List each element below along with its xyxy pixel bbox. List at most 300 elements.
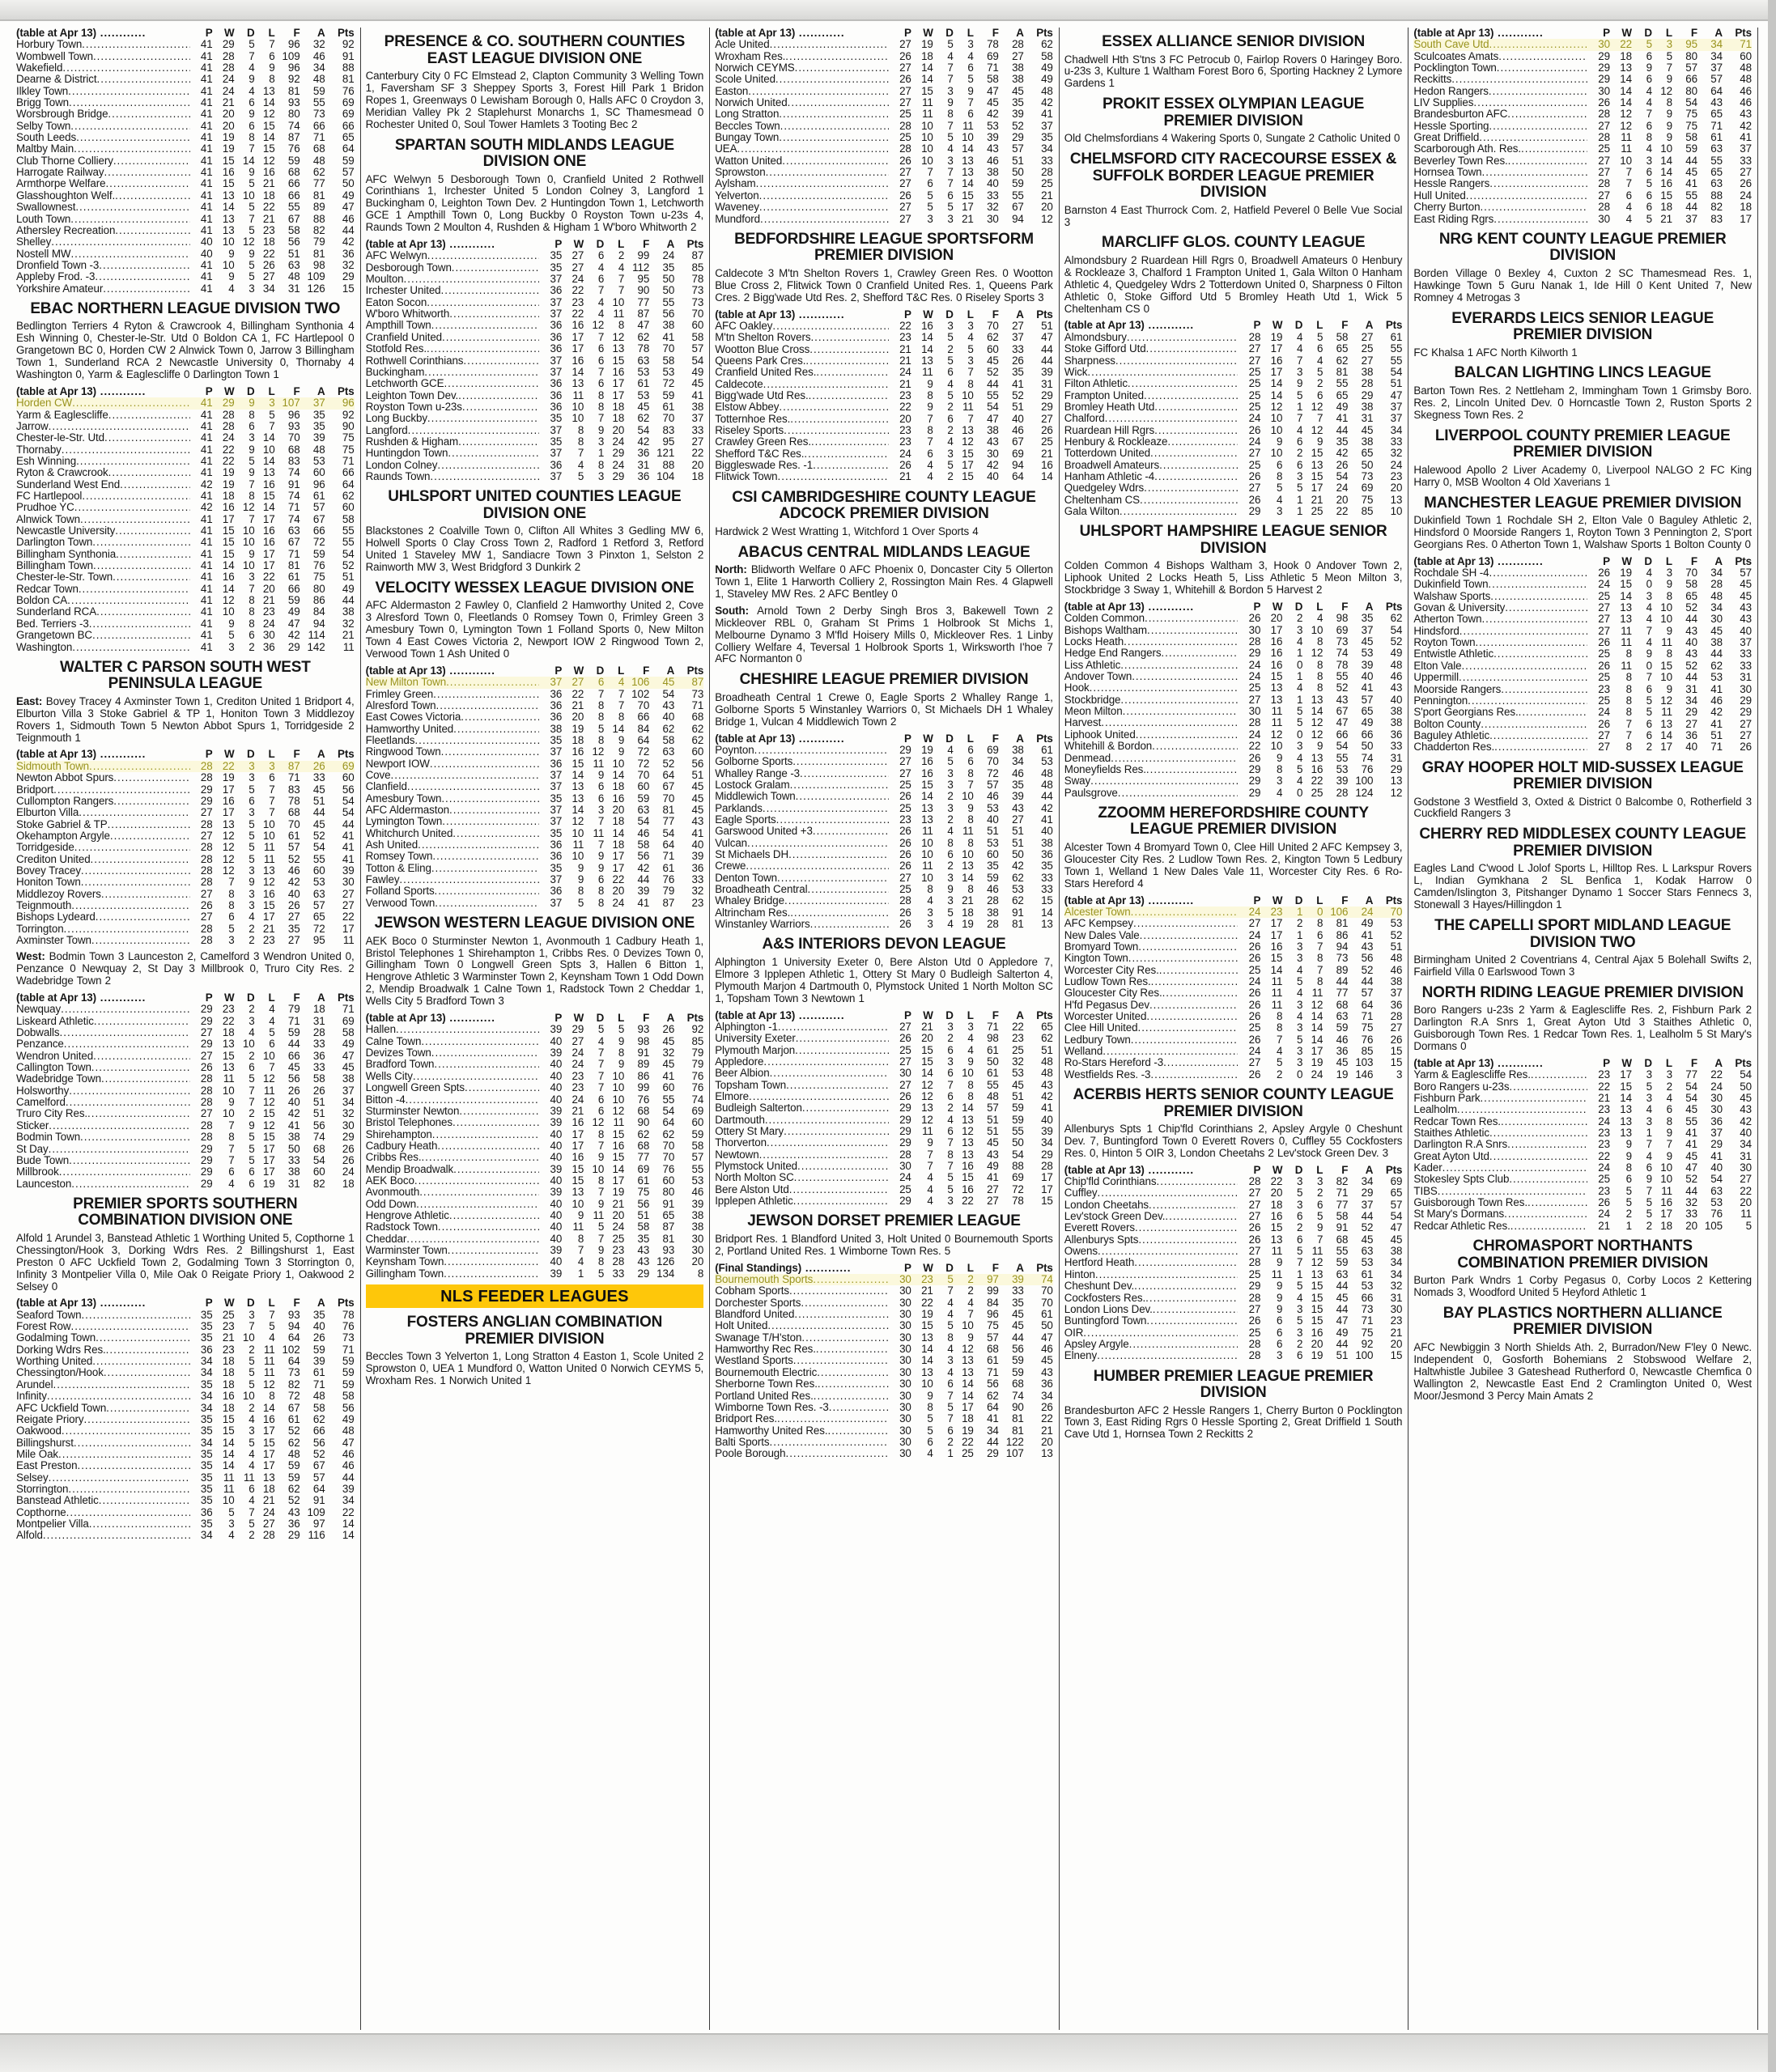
team-name: Sunderland RCA ..... — [16, 606, 190, 618]
stat-p: 41 — [200, 582, 213, 595]
stat-a: 48 — [312, 73, 325, 86]
stat-d: 7 — [597, 1069, 605, 1082]
league-heading: JEWSON WESTERN LEAGUE DIVISION ONE — [374, 915, 695, 932]
stat-f: 58 — [287, 223, 300, 236]
stat-w: 12 — [1270, 728, 1283, 741]
table-row — [1413, 74, 1752, 85]
table-header-col-d: D — [945, 1008, 954, 1021]
stat-d: 5 — [1646, 38, 1652, 51]
stat-f: 51 — [987, 1125, 999, 1137]
stat-p: 39 — [550, 1023, 563, 1036]
stat-a: 45 — [1012, 84, 1024, 97]
stat-l: 8 — [1317, 974, 1324, 987]
stat-w: 24 — [571, 1058, 584, 1071]
stat-w: 23 — [1270, 905, 1283, 918]
stat-l: 18 — [962, 906, 974, 919]
team-name: Stokesley Spts Club ..... — [1413, 1174, 1587, 1185]
table-row — [1413, 1116, 1752, 1127]
team-name: Holsworthy ..... — [16, 1085, 190, 1097]
table-header-col-p: P — [205, 28, 213, 39]
stat-p: 21 — [1598, 1091, 1610, 1104]
stat-w: 14 — [1620, 96, 1632, 109]
stat-a: 57 — [1361, 693, 1374, 706]
stat-w: 9 — [1625, 1138, 1632, 1151]
table-row — [1064, 1011, 1403, 1022]
stat-pt: 52 — [1390, 928, 1403, 941]
stat-w: 2 — [1625, 1208, 1632, 1221]
team-name: W'boro Whitworth ..... — [366, 308, 540, 320]
stat-w: 10 — [571, 1197, 584, 1210]
table-row — [1413, 626, 1752, 637]
team-name: Budleigh Salterton ..... — [715, 1102, 889, 1114]
stat-pt: 30 — [1740, 682, 1752, 695]
table-header-col-p: P — [903, 28, 911, 39]
stat-p: 30 — [1248, 623, 1261, 636]
stat-l: 18 — [262, 236, 275, 248]
stat-pt: 45 — [1740, 589, 1752, 602]
stat-d: 2 — [249, 1049, 255, 1062]
table-header-row — [715, 733, 1053, 745]
table-row — [1413, 178, 1752, 189]
stat-a: 66 — [1361, 1291, 1374, 1304]
stat-pt: 36 — [342, 247, 355, 260]
stat-w: 9 — [1277, 1302, 1283, 1315]
table-row — [1064, 613, 1403, 624]
stat-pt: 20 — [1390, 1337, 1403, 1350]
table-row — [715, 355, 1053, 367]
table-row — [1064, 460, 1403, 471]
stat-pt: 38 — [1390, 974, 1403, 987]
stat-w: 4 — [927, 894, 933, 907]
stat-d: 6 — [1646, 119, 1652, 132]
stat-pt: 14 — [1041, 470, 1053, 483]
stat-pt: 68 — [691, 711, 704, 724]
stat-w: 21 — [222, 96, 235, 109]
stat-d: 6 — [1646, 682, 1652, 695]
stat-w: 7 — [1625, 717, 1632, 730]
stat-d: 9 — [249, 108, 255, 121]
stat-f: 64 — [987, 1400, 999, 1413]
stat-w: 10 — [1270, 423, 1283, 436]
stat-w: 21 — [921, 1284, 933, 1297]
stat-d: 4 — [249, 1447, 255, 1460]
table-row — [16, 571, 355, 583]
stat-p: 30 — [1598, 38, 1610, 51]
results-paragraph: Almondsbury 2 Ruardean Hill Rgrs 0, Broadwell Amateurs 0 Henbury & Rockleaze 3, Chalford 1 Frampton United 1, Gala Wilton 0 Hanham Athletic 4, Quedgeley Wdrs 2 Totterdown United 0, Sharpness 0 Filton Athletic 0, Stoke Gifford Utd 5 Bromley Heath Utd 1, Wick 5 Cheltenham CS 0 — [1064, 253, 1403, 315]
league-heading: THE CAPELLI SPORT MIDLAND LEAGUE DIVISION TWO — [1434, 917, 1731, 951]
stat-d: 3 — [1297, 469, 1303, 482]
stat-d: 4 — [947, 49, 954, 62]
stat-d: 4 — [1297, 1291, 1303, 1304]
stat-p: 27 — [1248, 1187, 1261, 1199]
stat-w: 11 — [572, 388, 584, 401]
stat-f: 82 — [287, 1378, 300, 1391]
stat-f: 61 — [637, 1174, 650, 1187]
stat-pt: 71 — [1740, 38, 1752, 51]
stat-p: 27 — [899, 1078, 911, 1091]
stat-d: 3 — [1297, 940, 1303, 953]
stat-f: 41 — [1685, 177, 1697, 190]
stat-d: 8 — [947, 836, 954, 849]
stat-l: 7 — [618, 687, 625, 700]
stat-pt: 33 — [1740, 648, 1752, 660]
table-row — [715, 919, 1053, 930]
stat-p: 30 — [899, 1424, 911, 1437]
stat-f: 84 — [637, 722, 650, 735]
stat-f: 45 — [1685, 1103, 1697, 1116]
table-row — [715, 756, 1053, 767]
stat-pt: 32 — [342, 617, 355, 630]
stat-d: 0 — [1646, 659, 1652, 672]
stat-w: 28 — [222, 62, 235, 74]
table-header-col-p: P — [1603, 28, 1610, 39]
column-1 — [11, 28, 361, 2030]
stat-pt: 29 — [1041, 388, 1053, 401]
stat-pt: 62 — [1041, 38, 1053, 51]
stat-l: 17 — [1311, 1044, 1324, 1057]
team-name: Swallownest ..... — [16, 202, 190, 213]
stat-a: 61 — [1710, 131, 1723, 144]
stat-w: 15 — [222, 1412, 235, 1425]
stat-pt: 47 — [342, 201, 355, 214]
table-row — [16, 819, 355, 830]
stat-pt: 33 — [1041, 883, 1053, 896]
table-header-col-p: P — [205, 748, 213, 761]
stat-a: 45 — [1361, 1233, 1374, 1246]
stat-l: 20 — [612, 804, 625, 817]
stat-pt: 34 — [1740, 1138, 1752, 1151]
table-row — [16, 1085, 355, 1097]
stat-f: 36 — [1685, 728, 1697, 741]
stat-l: 12 — [962, 1125, 974, 1137]
stat-pt: 36 — [1041, 1378, 1053, 1391]
stat-a: 74 — [1012, 1389, 1024, 1402]
table-header-col-d: D — [945, 732, 954, 745]
table-header-row — [1413, 28, 1752, 39]
stat-d: 7 — [947, 177, 954, 190]
stat-a: 67 — [1012, 435, 1024, 448]
stat-w: 15 — [222, 547, 235, 560]
stat-l: 29 — [612, 447, 625, 460]
table-row — [366, 898, 704, 909]
stat-w: 16 — [571, 319, 584, 332]
stat-p: 41 — [200, 96, 213, 109]
table-header-col-l: L — [268, 384, 275, 397]
stat-d: 9 — [249, 547, 255, 560]
stat-p: 26 — [899, 860, 911, 873]
stat-a: 72 — [312, 536, 325, 549]
stat-p: 23 — [1598, 1103, 1610, 1116]
stat-p: 24 — [1598, 1115, 1610, 1127]
stat-d: 3 — [947, 778, 954, 791]
stat-l: 22 — [962, 1195, 974, 1208]
stat-a: 24 — [662, 249, 675, 262]
stat-pt: 39 — [691, 850, 704, 863]
team-name: Denton Town ..... — [715, 873, 889, 884]
team-name: Hedon Rangers ..... — [1413, 86, 1587, 97]
stat-pt: 78 — [342, 1308, 355, 1321]
stat-l: 7 — [967, 1308, 974, 1321]
stat-a: 64 — [312, 1482, 325, 1495]
stat-p: 41 — [200, 571, 213, 584]
stat-a: 49 — [1361, 917, 1374, 930]
team-name: Cranfield United ..... — [366, 332, 540, 343]
table-row — [1413, 1127, 1752, 1139]
stat-pt: 54 — [691, 354, 704, 367]
table-row — [1064, 355, 1403, 367]
table-row — [1064, 1187, 1403, 1199]
stat-l: 6 — [1317, 1198, 1324, 1211]
stat-p: 29 — [1248, 762, 1261, 775]
team-name: Elburton Villa ..... — [16, 807, 190, 818]
stat-pt: 47 — [1390, 1221, 1403, 1234]
table-row — [366, 677, 704, 688]
stat-d: 5 — [249, 223, 255, 236]
table-row — [715, 1344, 1053, 1355]
stat-w: 18 — [222, 1366, 235, 1379]
stat-l: 8 — [618, 319, 625, 332]
stat-pt: 30 — [342, 1119, 355, 1132]
stat-f: 40 — [1685, 636, 1697, 649]
stat-w: 3 — [1277, 504, 1283, 517]
stat-l: 13 — [1660, 717, 1672, 730]
stat-d: 5 — [249, 201, 255, 214]
table-row — [1064, 1246, 1403, 1257]
stat-pt: 76 — [342, 84, 355, 97]
stat-f: 70 — [1685, 567, 1697, 580]
team-name: Mile Oak ..... — [16, 1449, 190, 1460]
table-row — [715, 344, 1053, 355]
table-row — [16, 456, 355, 467]
team-name: Hamworthy United Res. ..... — [715, 1425, 889, 1437]
table-header-col-pts: Pts — [338, 1297, 355, 1310]
stat-f: 67 — [287, 212, 300, 225]
stat-a: 76 — [662, 1162, 675, 1175]
stat-d: 4 — [1297, 775, 1303, 788]
stat-l: 12 — [262, 1072, 275, 1085]
table-row — [1064, 694, 1403, 706]
team-name: Truro City Res. ..... — [16, 1108, 190, 1119]
stat-d: 6 — [947, 848, 954, 861]
table-header-col-a: A — [317, 991, 325, 1004]
stat-f: 42 — [287, 876, 300, 889]
column-5 — [1408, 28, 1758, 2030]
stat-l: 4 — [967, 331, 974, 344]
stat-a: 45 — [1012, 1078, 1024, 1091]
stat-w: 8 — [927, 883, 933, 896]
stat-f: 70 — [987, 755, 999, 768]
team-name: AEK Boco ..... — [366, 1175, 540, 1187]
stat-f: 89 — [1336, 963, 1349, 976]
stat-f: 71 — [987, 1020, 999, 1033]
stat-f: 27 — [987, 1195, 999, 1208]
stat-p: 27 — [899, 871, 911, 884]
stat-pt: 53 — [691, 1174, 704, 1187]
team-name: OIR ..... — [1064, 1327, 1239, 1339]
stat-w: 6 — [927, 1435, 933, 1448]
stat-p: 27 — [899, 212, 911, 225]
stat-pt: 85 — [691, 261, 704, 274]
team-name: Scole United ..... — [715, 74, 889, 85]
stat-a: 32 — [662, 1047, 675, 1059]
stat-f: 57 — [987, 778, 999, 791]
stat-a: 88 — [1710, 189, 1723, 202]
stat-f: 29 — [987, 1447, 999, 1460]
stat-f: 29 — [287, 1529, 300, 1542]
stat-w: 17 — [571, 1127, 584, 1140]
team-name: Redcar Town ..... — [16, 584, 190, 595]
stat-pt: 60 — [691, 319, 704, 332]
stat-pt: 26 — [1390, 1033, 1403, 1046]
table-row — [1413, 190, 1752, 202]
table-row — [1413, 155, 1752, 167]
stat-p: 29 — [200, 783, 213, 796]
stat-p: 37 — [550, 769, 563, 782]
stat-w: 4 — [228, 282, 235, 295]
stat-d: 5 — [249, 1436, 255, 1449]
stat-d: 3 — [947, 1020, 954, 1033]
stat-p: 27 — [1598, 189, 1610, 202]
stat-p: 25 — [1248, 1267, 1261, 1280]
stat-a: 72 — [312, 922, 325, 935]
stat-d: 9 — [249, 466, 255, 479]
stat-l: 17 — [1660, 1208, 1672, 1221]
stat-a: 67 — [312, 512, 325, 525]
stat-p: 27 — [1248, 1056, 1261, 1069]
stat-d: 9 — [947, 883, 954, 896]
stat-a: 45 — [1710, 624, 1723, 637]
stat-l: 13 — [1311, 458, 1324, 471]
table-row — [1064, 1057, 1403, 1068]
stat-d: 10 — [242, 524, 255, 537]
stat-d: 5 — [249, 852, 255, 865]
stat-a: 41 — [1361, 928, 1374, 941]
stat-d: 4 — [597, 308, 605, 321]
stat-l: 6 — [269, 1038, 275, 1051]
stat-d: 3 — [249, 1424, 255, 1437]
stat-f: 81 — [1336, 365, 1349, 378]
team-name: H'fd Pegasus Dev ..... — [1064, 1000, 1239, 1011]
stat-l: 19 — [962, 918, 974, 931]
stat-p: 27 — [1248, 482, 1261, 495]
stat-a: 51 — [1710, 728, 1723, 741]
team-name: Bromyard Town ..... — [1064, 941, 1239, 953]
stat-p: 42 — [200, 478, 213, 490]
stat-f: 53 — [987, 836, 999, 849]
stat-l: 4 — [1317, 612, 1324, 625]
table-header-label: (table at Apr 13) ..... — [1064, 895, 1239, 906]
stat-p: 41 — [200, 282, 213, 295]
table-row — [16, 537, 355, 548]
stat-d: 2 — [947, 1102, 954, 1115]
stat-f: 40 — [287, 1096, 300, 1109]
stat-p: 25 — [1598, 694, 1610, 707]
team-name: Boldon CA ..... — [16, 595, 190, 606]
stat-a: 55 — [1710, 154, 1723, 167]
team-name: Cribbs Res. ..... — [366, 1152, 540, 1163]
stat-a: 93 — [662, 1243, 675, 1256]
stat-l: 15 — [262, 1436, 275, 1449]
team-name: M'tn Shelton Rovers ..... — [715, 332, 889, 343]
stat-d: 1 — [1297, 504, 1303, 517]
stat-p: 39 — [550, 1162, 563, 1175]
table-row — [16, 1460, 355, 1471]
stat-w: 5 — [228, 629, 235, 642]
stat-p: 28 — [200, 1119, 213, 1132]
team-name: Camelford ..... — [16, 1097, 190, 1108]
table-header-label: (table at Apr 13) ..... — [366, 1013, 540, 1024]
stat-p: 41 — [200, 62, 213, 74]
table-row — [16, 1155, 355, 1166]
stat-a: 62 — [1710, 659, 1723, 672]
table-row — [1064, 1211, 1403, 1222]
stat-w: 22 — [222, 455, 235, 467]
table-row — [1064, 1176, 1403, 1187]
stat-p: 40 — [550, 1081, 563, 1094]
table-header-col-f: F — [1341, 894, 1349, 906]
stat-f: 83 — [287, 783, 300, 796]
stat-pt: 20 — [1041, 201, 1053, 214]
table-header-label: (table at Apr 13) ..... — [366, 239, 540, 250]
stat-pt: 55 — [342, 536, 355, 549]
table-row — [16, 1484, 355, 1495]
table-row — [715, 190, 1053, 202]
stat-p: 25 — [1598, 671, 1610, 684]
stat-pt: 45 — [691, 780, 704, 793]
table-row — [366, 343, 704, 355]
stat-w: 15 — [1270, 670, 1283, 683]
team-name: Bovey Tracey ..... — [16, 865, 190, 877]
stat-l: 4 — [269, 1014, 275, 1027]
stat-l: 11 — [1661, 636, 1672, 649]
stat-f: 63 — [637, 804, 650, 817]
stat-d: 12 — [592, 745, 605, 758]
stat-w: 18 — [222, 490, 235, 503]
stat-w: 6 — [927, 177, 933, 190]
stat-pt: 49 — [342, 1412, 355, 1425]
stat-l: 17 — [1660, 741, 1672, 754]
stat-a: 46 — [1012, 424, 1024, 436]
stat-pt: 38 — [691, 1221, 704, 1233]
stat-d: 4 — [249, 1494, 255, 1507]
stat-p: 26 — [899, 906, 911, 919]
stat-l: 15 — [962, 470, 974, 483]
table-header-label: (table at Apr 13) ..... — [16, 992, 190, 1004]
stat-l: 8 — [1317, 681, 1324, 694]
stat-a: 71 — [662, 850, 675, 863]
stat-pt: 41 — [1041, 813, 1053, 826]
stat-f: 47 — [637, 319, 650, 332]
stat-a: 31 — [1361, 412, 1374, 425]
team-name: AFC Oakley ..... — [715, 321, 889, 332]
stat-p: 37 — [550, 354, 563, 367]
stat-w: 5 — [228, 922, 235, 935]
stat-l: 10 — [612, 1081, 625, 1094]
stat-f: 72 — [287, 1390, 300, 1403]
stat-a: 107 — [1005, 1447, 1024, 1460]
stat-d: 5 — [1646, 706, 1652, 719]
stat-f: 45 — [1685, 1149, 1697, 1162]
stat-w: 10 — [571, 826, 584, 839]
stat-w: 11 — [1271, 987, 1283, 1000]
table-row — [1413, 121, 1752, 132]
stat-l: 4 — [618, 676, 625, 689]
stat-a: 39 — [1012, 108, 1024, 121]
stat-l: 34 — [262, 282, 275, 295]
stat-d: 5 — [1297, 974, 1303, 987]
stat-w: 8 — [228, 898, 235, 911]
stat-p: 25 — [899, 131, 911, 144]
